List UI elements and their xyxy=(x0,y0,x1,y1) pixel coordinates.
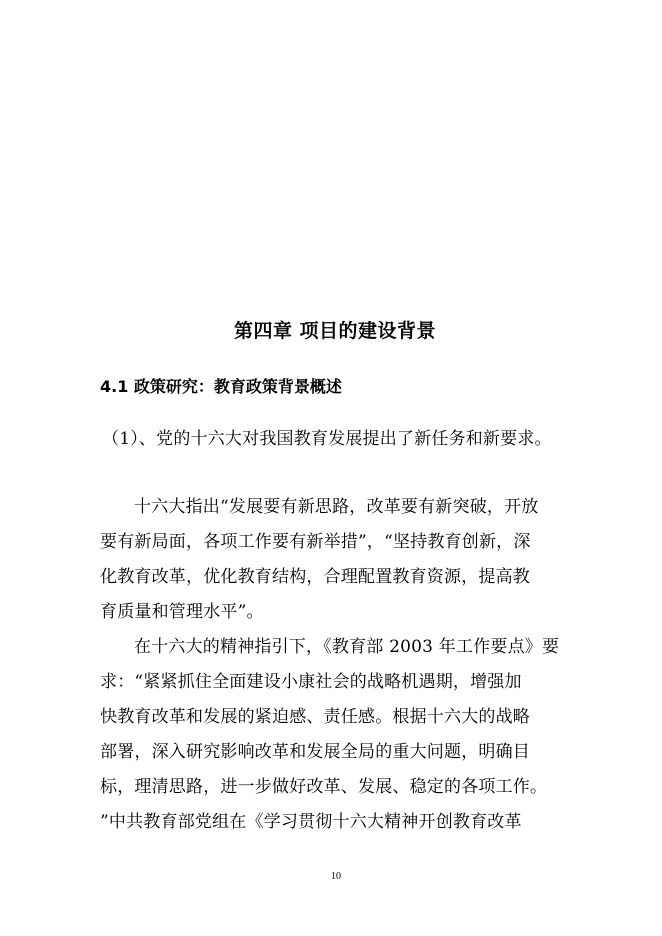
paragraph2-line: 在十六大的精神指引下，《教育部 2003 年工作要点》要 xyxy=(134,637,560,657)
paragraph1-line: 十六大指出“发展要有新思路，改革要有新突破，开放 xyxy=(134,497,539,517)
paragraph1-line: 化教育改革，优化教育结构，合理配置教育资源，提高教 xyxy=(100,567,530,587)
chapter-title: 第四章 项目的建设背景 xyxy=(233,320,437,342)
paragraph2-line: 部署，深入研究影响改革和发展全局的重大问题，明确目 xyxy=(100,742,530,762)
page-number: 10 xyxy=(331,871,341,882)
paragraph2-line: 求：“紧紧抓住全面建设小康社会的战略机遇期，增强加 xyxy=(100,672,522,692)
paragraph1-line: 育质量和管理水平”。 xyxy=(100,602,264,622)
paragraph1-line: 要有新局面，各项工作要有新举措”，“坚持教育创新，深 xyxy=(100,532,531,552)
paragraph2-line: ”中共教育部党组在《学习贯彻十六大精神开创教育改革 xyxy=(100,812,522,832)
paragraph2-line: 快教育改革和发展的紧迫感、责任感。根据十六大的战略 xyxy=(100,707,530,727)
paragraph2-line: 标，理清思路，进一步做好改革、发展、稳定的各项工作。 xyxy=(100,777,548,797)
subheading: （1）、党的十六大对我国教育发展提出了新任务和新要求。 xyxy=(102,429,552,449)
section-title: 4.1 政策研究：教育政策背景概述 xyxy=(100,377,342,396)
